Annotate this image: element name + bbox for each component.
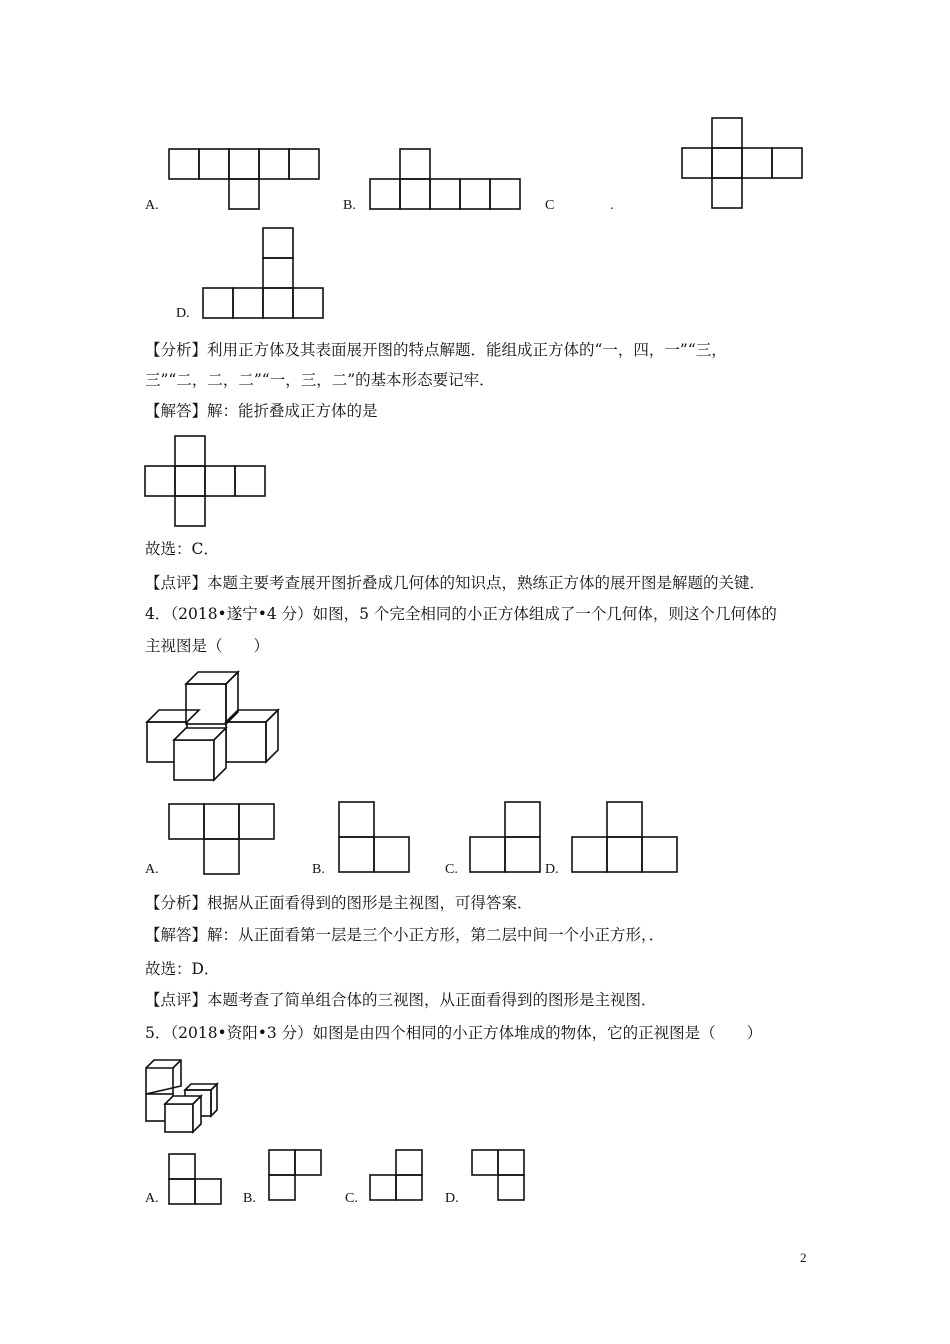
q4-comment: 【点评】本题考查了简单组合体的三视图，从正面看得到的图形是主视图． — [145, 991, 657, 1009]
q3-option-c-net — [681, 117, 803, 209]
q5-option-c-view — [369, 1149, 425, 1203]
q4-option-d-label: D. — [545, 862, 559, 877]
q5-option-a-view — [168, 1153, 224, 1205]
q5-option-b-label: B. — [243, 1191, 256, 1206]
q3-analysis-line2: 三”“二，二，二”“一，三，二”的基本形态要记牢． — [145, 371, 495, 389]
q3-option-b-net — [369, 148, 521, 210]
q4-choice: 故选：D． — [145, 960, 220, 978]
q4-option-c-view — [469, 801, 543, 875]
q4-stem-line1: 4．（2018•遂宁•4 分）如图，5 个完全相同的小正方体组成了一个几何体，则这个几何体的 — [145, 605, 777, 623]
q5-option-d-label: D. — [445, 1191, 459, 1206]
q4-option-b-view — [338, 801, 412, 875]
q3-option-c-label: C — [545, 198, 555, 213]
q3-option-d-label: D. — [176, 306, 190, 321]
q4-analysis: 【分析】根据从正面看得到的图形是主视图，可得答案． — [145, 894, 533, 912]
q4-option-c-label: C. — [445, 862, 458, 877]
page-number: 2 — [800, 1250, 807, 1265]
q4-option-d-view — [571, 801, 681, 875]
q4-cubes-figure — [146, 670, 281, 785]
q3-option-a-label: A. — [145, 198, 159, 213]
q3-answer-net — [144, 435, 266, 527]
q3-option-c-dot: . — [610, 198, 614, 213]
q5-option-c-label: C. — [345, 1191, 358, 1206]
q5-option-a-label: A. — [145, 1191, 159, 1206]
q4-stem-line2: 主视图是（ ） — [145, 637, 270, 655]
q5-stem: 5．（2018•资阳•3 分）如图是由四个相同的小正方体堆成的物体，它的正视图是（ ） — [145, 1024, 763, 1042]
q3-comment: 【点评】本题主要考查展开图折叠成几何体的知识点，熟练正方体的展开图是解题的关键． — [145, 574, 766, 592]
q3-answer: 【解答】解：能折叠成正方体的是 — [145, 402, 378, 420]
q3-option-d-net — [202, 227, 324, 319]
q4-option-a-label: A. — [145, 862, 159, 877]
q4-option-a-view — [168, 803, 276, 875]
q5-option-b-view — [268, 1149, 324, 1203]
q5-option-d-view — [471, 1149, 527, 1203]
q3-option-b-label: B. — [343, 198, 356, 213]
q4-option-b-label: B. — [312, 862, 325, 877]
q4-answer: 【解答】解：从正面看第一层是三个小正方形，第二层中间一个小正方形，． — [145, 926, 665, 944]
q5-cubes-figure — [145, 1058, 217, 1136]
q3-analysis-line1: 【分析】利用正方体及其表面展开图的特点解题．能组成正方体的“一，四，一”“三， — [145, 341, 727, 359]
q3-option-a-net — [168, 148, 320, 210]
q3-choice: 故选：C． — [145, 540, 219, 558]
